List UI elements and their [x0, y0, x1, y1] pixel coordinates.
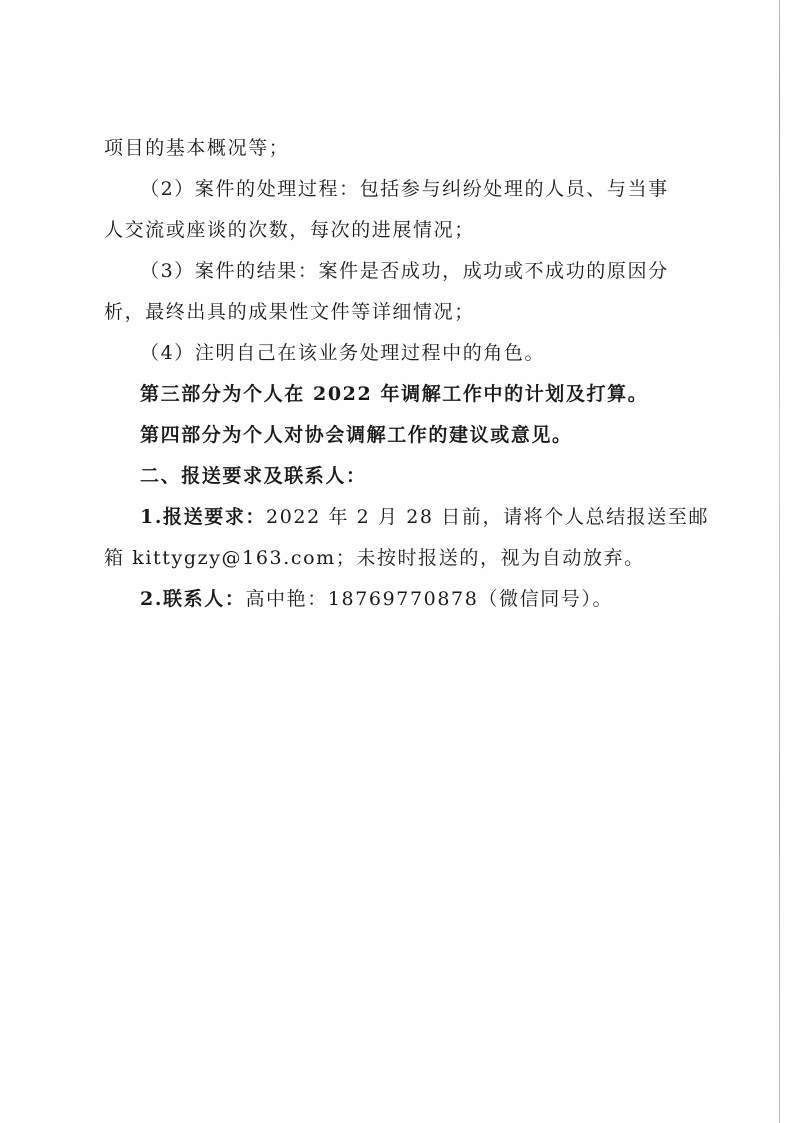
paragraph-line [104, 579, 704, 620]
contact-text: 高中艳：18769770878（微信同号）。 [245, 588, 614, 610]
scan-edge-line [779, 0, 780, 1123]
paragraph-line: （2）案件的处理过程：包括参与纠纷处理的人员、与当事 [140, 178, 669, 200]
paragraph-line: 人交流或座谈的次数，每次的进展情况； [104, 219, 475, 241]
section-heading: 第三部分为个人在 2022 年调解工作中的计划及打算。 [140, 383, 649, 405]
contact-label: 2.联系人： [140, 588, 246, 610]
paragraph-line: （3）案件的结果：案件是否成功，成功或不成功的原因分 [140, 260, 669, 282]
section-heading: 二、报送要求及联系人： [140, 465, 367, 487]
paragraph-line: （4）注明自己在该业务处理过程中的角色。 [140, 342, 546, 364]
requirement-text: 2022 年 2 月 28 日前，请将个人总结报送至邮 [266, 506, 710, 528]
document-body [104, 128, 710, 620]
requirement-label: 1.报送要求： [140, 506, 267, 528]
paragraph-line: 项目的基本概况等； [104, 137, 290, 159]
section-heading: 第四部分为个人对协会调解工作的建议或意见。 [140, 424, 573, 446]
paragraph-line [104, 497, 710, 538]
paragraph-line: 箱 kittygzy@163.com；未按时报送的，视为自动放弃。 [104, 547, 645, 569]
paragraph-line: 析，最终出具的成果性文件等详细情况； [104, 301, 475, 323]
